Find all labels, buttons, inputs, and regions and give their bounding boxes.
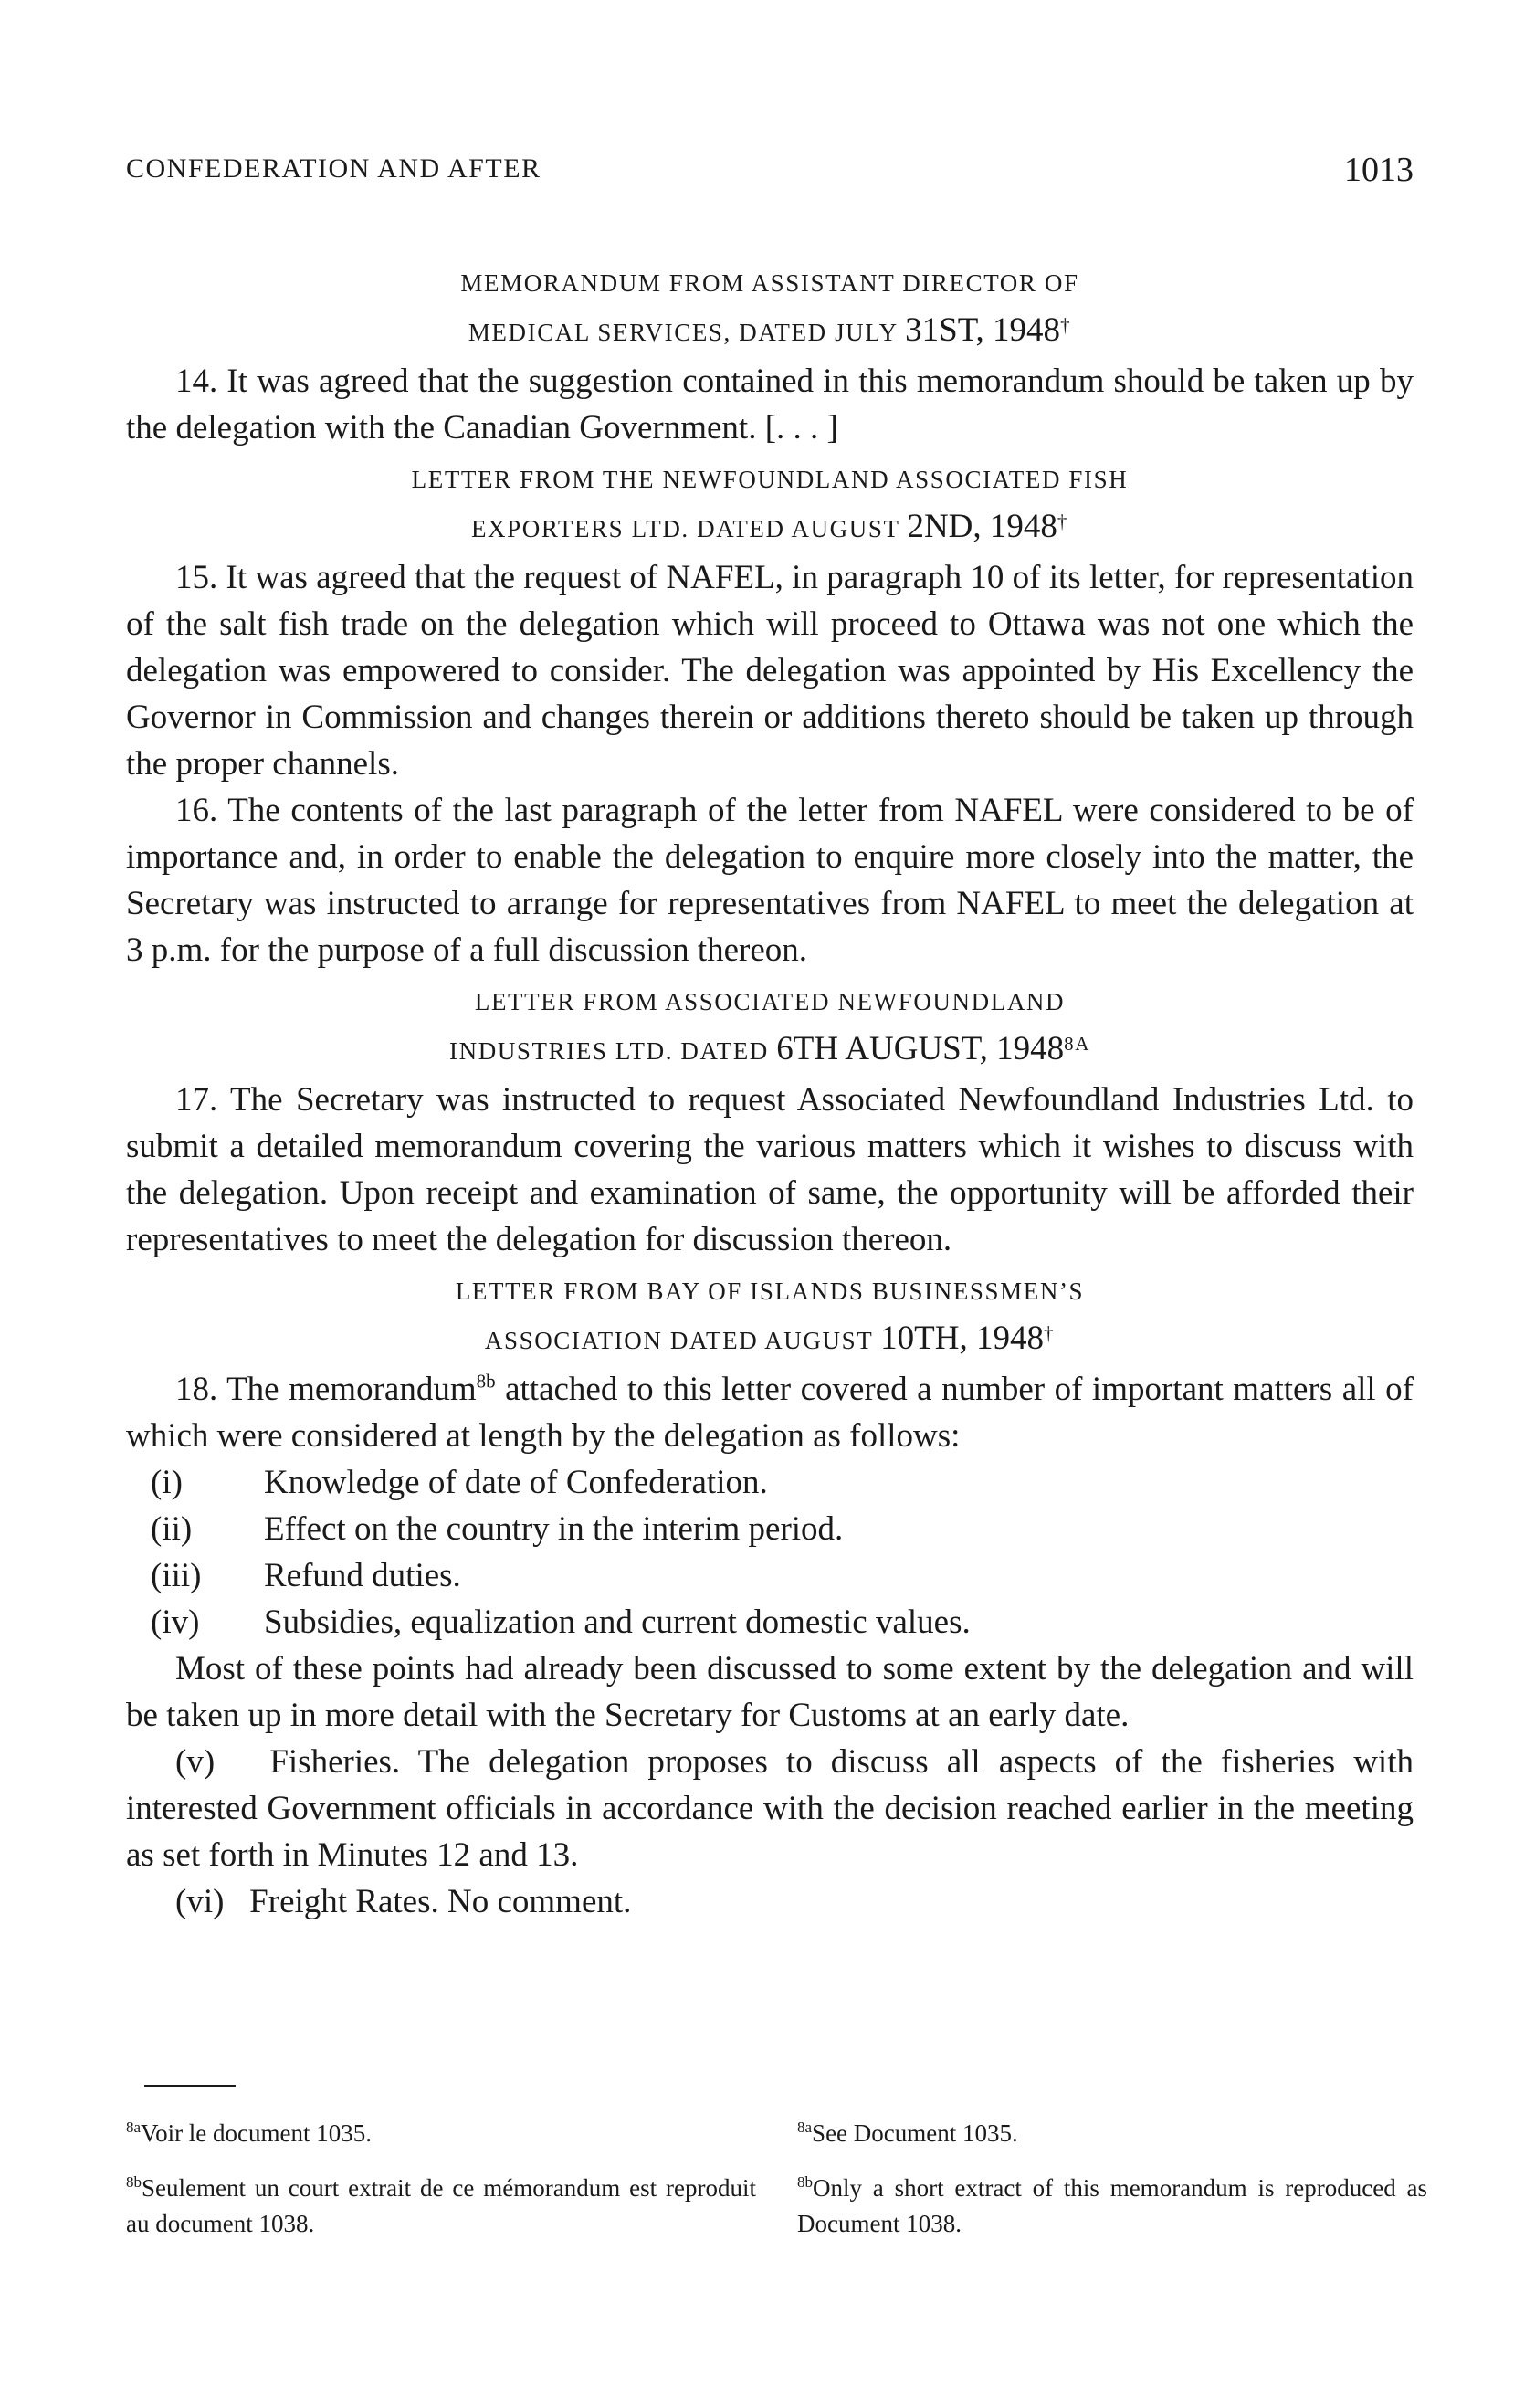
- section-heading-ani-letter: [126, 979, 1414, 1075]
- footnote-mark: 8A: [1064, 1033, 1090, 1055]
- section-heading-nafel-letter: [126, 457, 1414, 552]
- paragraph-fisheries: (v) Fisheries. The delegation proposes to discuss all aspects of the fisheries with interested Government officials in accordance with the decision reached earlier in the meeting as set forth in Minutes 12 and 13.: [126, 1743, 1423, 1874]
- list-item-label: (i): [151, 1464, 183, 1501]
- list-item: [151, 1506, 1414, 1552]
- paragraph-17: 17. The Secretary was instructed to request Associated Newfoundland Industries Ltd. to submit a detailed memorandum covering the various matters which it wishes to discuss with the delegation. Upon receipt and examination of same, the opportunity will be afforded their representatives to meet the delegation for discussion thereon.: [126, 1081, 1414, 1258]
- list-item-text: Refund duties.: [264, 1557, 461, 1594]
- list-item-text: Knowledge of date of Confederation.: [264, 1464, 768, 1501]
- footnote: $^{8b}$Seulement un court extrait de ce mémorandum est reproduit au document 1038.: [126, 2173, 756, 2237]
- footnote: $^{8a}$See Document 1035.: [797, 2119, 1018, 2147]
- paragraph-16: 16. The contents of the last paragraph of the letter from NAFEL were considered to be of importance and, in order to enable the delegation to enquire more closely into the matter, the Secretary was instructed to arrange for representatives from NAFEL to meet the delegation at 3 p.m. for the purpose of a full discussion thereon.: [126, 792, 1414, 969]
- paragraph-14: 14. It was agreed that the suggestion contained in this memorandum should be taken up by the delegation with the Canadian Government. [. . . ]: [126, 363, 1414, 447]
- heading-line: ASSOCIATION DATED AUGUST 10TH, 1948†: [484, 1320, 1056, 1357]
- heading-line: MEMORANDUM FROM ASSISTANT DIRECTOR OF: [460, 269, 1079, 297]
- footnote-divider: [144, 2085, 236, 2087]
- footnotes-english: [797, 2109, 1427, 2255]
- paragraph-15: 15. It was agreed that the request of NAFEL, in paragraph 10 of its letter, for representation of the salt fish trade on the delegation which will proceed to Ottawa was not one which the delegation was empowered to consider. The delegation was appointed by His Excellency the Governor in Commission and changes therein or additions thereto should be taken up through the proper channels.: [126, 559, 1414, 783]
- footnotes-french: [126, 2109, 756, 2255]
- list-item-text: Effect on the country in the interim period.: [264, 1510, 844, 1548]
- footnote: $^{8a}$Voir le document 1035.: [126, 2119, 373, 2147]
- section-heading-medical-memorandum: [126, 260, 1414, 356]
- list-item: [151, 1599, 1414, 1646]
- footnote-mark: 8b: [476, 1370, 496, 1393]
- list-item: [151, 1552, 1414, 1599]
- footnote: $^{8b}$Only a short extract of this memorandum is reproduced as Document 1038.: [797, 2173, 1427, 2237]
- document-body: [126, 260, 1423, 1925]
- heading-line: MEDICAL SERVICES, DATED JULY 31ST, 1948†: [468, 311, 1072, 349]
- footnote-mark: †: [1060, 314, 1072, 336]
- paragraph-18: 18. The memorandum$^{8b}$ attached to this letter covered a number of important matters all of which were considered at length by the delegation as follows:: [126, 1370, 1414, 1455]
- running-head-title: CONFEDERATION AND AFTER: [126, 153, 541, 184]
- heading-line: LETTER FROM BAY OF ISLANDS BUSINESSMEN’S: [455, 1278, 1085, 1305]
- heading-line: LETTER FROM ASSOCIATED NEWFOUNDLAND: [474, 988, 1066, 1015]
- running-head: [126, 151, 1414, 189]
- list-item-label: (iii): [151, 1557, 202, 1594]
- page-number: 1013: [1344, 151, 1414, 189]
- list-item-label: (iv): [151, 1604, 200, 1641]
- footnote-mark: †: [1057, 510, 1069, 532]
- list-item-label: (ii): [151, 1510, 193, 1548]
- heading-line: LETTER FROM THE NEWFOUNDLAND ASSOCIATED FISH: [411, 466, 1129, 493]
- heading-line: INDUSTRIES LTD. DATED 6TH AUGUST, $1948^{8A}$: [449, 1030, 1090, 1067]
- heading-line: EXPORTERS LTD. DATED AUGUST 2ND, 1948†: [470, 508, 1069, 545]
- list-item: [151, 1459, 1414, 1506]
- section-heading-bay-of-islands-letter: [126, 1268, 1414, 1364]
- paragraph-freight-rates: (vi) Freight Rates. No comment.: [175, 1883, 632, 1920]
- paragraph-points-discussed: Most of these points had already been discussed to some extent by the delegation and will be taken up in more detail with the Secretary for Customs at an early date.: [126, 1650, 1414, 1734]
- footnote-mark: †: [1044, 1322, 1056, 1344]
- list-item-text: Subsidies, equalization and current domestic values.: [264, 1604, 971, 1641]
